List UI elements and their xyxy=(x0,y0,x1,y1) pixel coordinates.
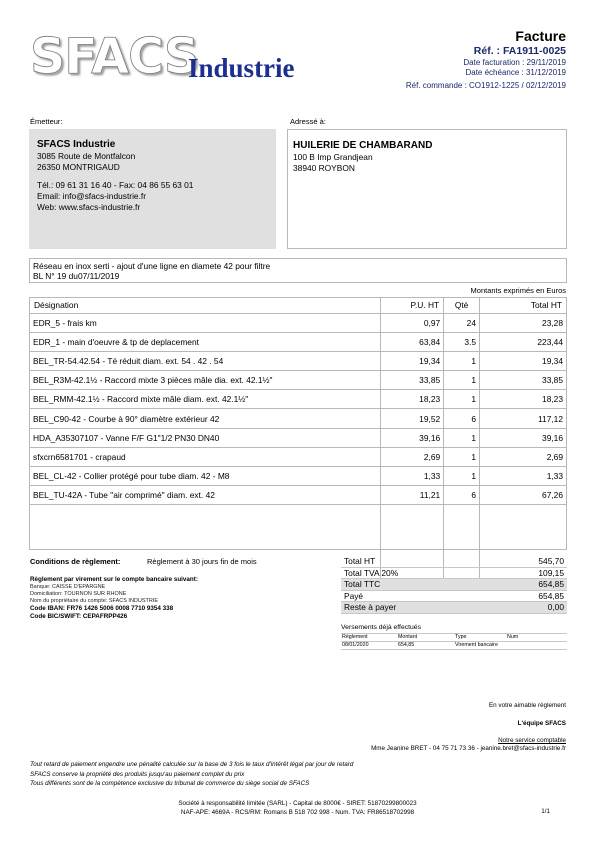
total-tva-label: Total TVA 20% xyxy=(344,567,399,578)
total-ttc-label: Total TTC xyxy=(344,579,381,589)
emitter-address2: 26350 MONTRIGAUD xyxy=(37,162,120,172)
table-row xyxy=(30,467,566,486)
cell-designation: EDR_1 - main d'oeuvre & tp de deplacement xyxy=(30,332,381,351)
payments-box xyxy=(341,623,567,650)
cell-quantity: 1 xyxy=(444,351,480,370)
signature-block xyxy=(266,702,566,753)
cell-total: 1,33 xyxy=(480,467,567,486)
cell-quantity: 1 xyxy=(444,371,480,390)
remaining-label: Reste à payer xyxy=(344,602,397,612)
conditions-value: Règlement à 30 jours fin de mois xyxy=(147,557,257,566)
payments-header-row xyxy=(341,634,567,642)
payments-row xyxy=(341,642,567,650)
footer-line1: Société à responsabilité limitée (SARL) - Capital de 8000€ - SIRET: 51870299800023 xyxy=(178,800,417,807)
payment-amount: 654,85 xyxy=(398,642,415,648)
description-box xyxy=(29,258,567,283)
cell-total: 18,23 xyxy=(480,390,567,409)
cell-unit-price: 11,21 xyxy=(381,486,444,505)
cell-total: 117,12 xyxy=(480,409,567,428)
payment-num xyxy=(507,642,567,649)
page-number: 1/1 xyxy=(541,808,550,815)
addressee-label: Adressé à: xyxy=(290,117,326,126)
payments-header-type: Type xyxy=(455,634,467,640)
total-ttc-row xyxy=(341,579,567,591)
cell-quantity: 6 xyxy=(444,486,480,505)
bank-title: Règlement par virement sur le compte bancaire suivant: xyxy=(30,576,198,583)
cell-unit-price: 0,97 xyxy=(381,313,444,332)
cell-unit-price: 18,23 xyxy=(381,390,444,409)
cell-total: 33,85 xyxy=(480,371,567,390)
logo-brand: SFACS xyxy=(30,28,199,85)
cell-unit-price: 19,52 xyxy=(381,409,444,428)
table-row xyxy=(30,371,566,390)
total-tva-value: 109,15 xyxy=(538,567,564,578)
cell-total: 67,26 xyxy=(480,486,567,505)
header-designation: Désignation xyxy=(30,298,381,313)
emitter-name: SFACS Industrie xyxy=(37,139,116,150)
invoice-ref: Réf. : FA1911-0025 xyxy=(473,45,566,57)
total-ht-value: 545,70 xyxy=(538,556,564,566)
total-tva-row xyxy=(341,568,567,580)
addressee-address2: 38940 ROYBON xyxy=(293,163,355,173)
table-row xyxy=(30,428,566,447)
table-row xyxy=(30,447,566,466)
cell-total: 2,69 xyxy=(480,447,567,466)
remaining-value: 0,00 xyxy=(547,602,564,612)
cell-quantity: 1 xyxy=(444,428,480,447)
total-ht-label: Total HT xyxy=(344,556,376,566)
totals-box xyxy=(341,556,567,614)
cell-designation: HDA_A35307107 - Vanne F/F G1"1/2 PN30 DN40 xyxy=(30,428,381,447)
note-line1: Tout retard de paiement engendre une pénalité calculée sur la base de 3 fois le taux d'intérêt légal par jour de retard xyxy=(30,761,354,768)
cell-total: 19,34 xyxy=(480,351,567,370)
emitter-email[interactable]: Email: info@sfacs-industrie.fr xyxy=(37,191,147,201)
paid-label: Payé xyxy=(344,590,364,601)
note-line3: Tous différents sont de la compétence exclusive du tribunal de commerce du siège social de SFACS xyxy=(30,780,310,787)
cell-designation: BEL_C90-42 - Courbe à 90° diamètre extérieur 42 xyxy=(30,409,381,428)
header-unit-price: P.U. HT xyxy=(381,298,444,313)
emitter-address1: 3085 Route de Montfalcon xyxy=(37,151,136,161)
emitter-phone: Tél.: 09 61 31 16 40 - Fax: 04 86 55 63 01 xyxy=(37,180,194,190)
cell-designation: BEL_TU-42A - Tube "air comprimé" diam. ext. 42 xyxy=(30,486,381,505)
table-row xyxy=(30,332,566,351)
emitter-label: Émetteur: xyxy=(30,117,63,126)
payments-header-montant: Montant xyxy=(398,634,418,640)
bank-bic: Code BIC/SWIFT: CEPAFRPP426 xyxy=(30,613,128,620)
bank-domiciliation: Domiciliation: TOURNON SUR RHONE xyxy=(30,591,127,597)
payment-conditions xyxy=(30,557,330,621)
cell-total: 223,44 xyxy=(480,332,567,351)
invoice-title: Facture xyxy=(515,28,566,44)
table-row xyxy=(30,351,566,370)
cell-designation: sfxcrn6581701 - crapaud xyxy=(30,447,381,466)
header-total: Total HT xyxy=(480,298,567,313)
paid-value: 654,85 xyxy=(538,590,564,601)
addressee-name: HUILERIE DE CHAMBARAND xyxy=(293,140,433,151)
description-line1: Réseau en inox serti - ajout d'une ligne en diamete 42 pour filtre xyxy=(33,261,271,271)
footer-line2: NAF-APE: 4669A - RCS/RM: Romans B 518 702 998 - Num. TVA: FR86518702998 xyxy=(180,809,415,816)
payment-date: 08/01/2020 xyxy=(342,642,369,648)
cell-unit-price: 2,69 xyxy=(381,447,444,466)
payment-type: Virement bancaire xyxy=(455,642,498,648)
cell-designation: EDR_5 - frais km xyxy=(30,313,381,332)
addressee-box xyxy=(287,129,567,249)
cell-quantity: 1 xyxy=(444,467,480,486)
payments-header-num: Num xyxy=(507,634,519,640)
accounting-service: Notre service comptable xyxy=(498,737,566,744)
cell-designation: BEL_TR-54.42.54 - Té réduit diam. ext. 54 . 42 . 54 xyxy=(30,351,381,370)
bank-owner: Nom du propriétaire du compte: SFACS INDUSTRIE xyxy=(30,598,159,604)
cell-unit-price: 63,84 xyxy=(381,332,444,351)
currency-note: Montants exprimés en Euros xyxy=(470,286,566,295)
cell-quantity: 24 xyxy=(444,313,480,332)
items-table xyxy=(29,297,567,550)
paid-row xyxy=(341,591,567,603)
cell-quantity: 3.5 xyxy=(444,332,480,351)
table-row xyxy=(30,409,566,428)
emitter-web[interactable]: Web: www.sfacs-industrie.fr xyxy=(37,202,141,212)
addressee-address1: 100 B Imp Grandjean xyxy=(293,152,373,162)
table-row xyxy=(30,313,566,332)
company-logo xyxy=(30,30,320,90)
cell-total: 39,16 xyxy=(480,428,567,447)
remaining-row xyxy=(341,602,567,614)
cell-unit-price: 39,16 xyxy=(381,428,444,447)
logo-subtitle: Industrie xyxy=(188,53,295,83)
due-date: Date échéance : 31/12/2019 xyxy=(465,68,566,77)
greeting: En votre aimable règlement xyxy=(488,702,566,709)
payments-title: Versements déjà effectués xyxy=(341,623,567,634)
table-header-row xyxy=(30,298,566,313)
accounting-contact: Mme Jeanine BRET - 04 75 71 73 36 - jeanine.bret@sfacs-industrie.fr xyxy=(371,745,566,752)
note-line2: SFACS conserve la propriété des produits jusqu'au paiement complet du prix xyxy=(30,770,245,778)
cell-quantity: 1 xyxy=(444,390,480,409)
conditions-label: Conditions de règlement: xyxy=(30,557,121,566)
invoice-date: Date facturation : 29/11/2019 xyxy=(463,58,566,67)
cell-designation: BEL_CL-42 - Collier protégé pour tube diam. 42 - M8 xyxy=(30,467,381,486)
payments-header-reglement: Règlement xyxy=(342,634,368,640)
team-name: L'équipe SFACS xyxy=(517,720,566,727)
cell-designation: BEL_R3M-42.1½ - Raccord mixte 3 pièces mâle dia. ext. 42.1½" xyxy=(30,371,381,390)
total-ht-row xyxy=(341,556,567,568)
bank-name: Banque: CAISSE D'EPARGNE xyxy=(30,584,106,590)
description-line2: BL N° 19 du07/11/2019 xyxy=(33,271,120,281)
cell-quantity: 6 xyxy=(444,409,480,428)
order-ref: Réf. commande : CO1912-1225 / 02/12/2019 xyxy=(405,81,566,90)
invoice-header xyxy=(306,28,566,91)
total-ttc-value: 654,85 xyxy=(538,579,564,589)
cell-quantity: 1 xyxy=(444,447,480,466)
header-quantity: Qté xyxy=(444,298,480,313)
legal-notes xyxy=(30,760,353,789)
cell-designation: BEL_RMM-42.1½ - Raccord mixte mâle diam. ext. 42.1½" xyxy=(30,390,381,409)
cell-unit-price: 1,33 xyxy=(381,467,444,486)
table-row xyxy=(30,390,566,409)
table-row xyxy=(30,486,566,505)
cell-total: 23,28 xyxy=(480,313,567,332)
emitter-box xyxy=(29,129,276,249)
cell-unit-price: 33,85 xyxy=(381,371,444,390)
cell-unit-price: 19,34 xyxy=(381,351,444,370)
bank-iban: Code IBAN: FR76 1426 5006 0008 7710 9354 338 xyxy=(30,605,174,612)
page-footer xyxy=(0,799,595,817)
